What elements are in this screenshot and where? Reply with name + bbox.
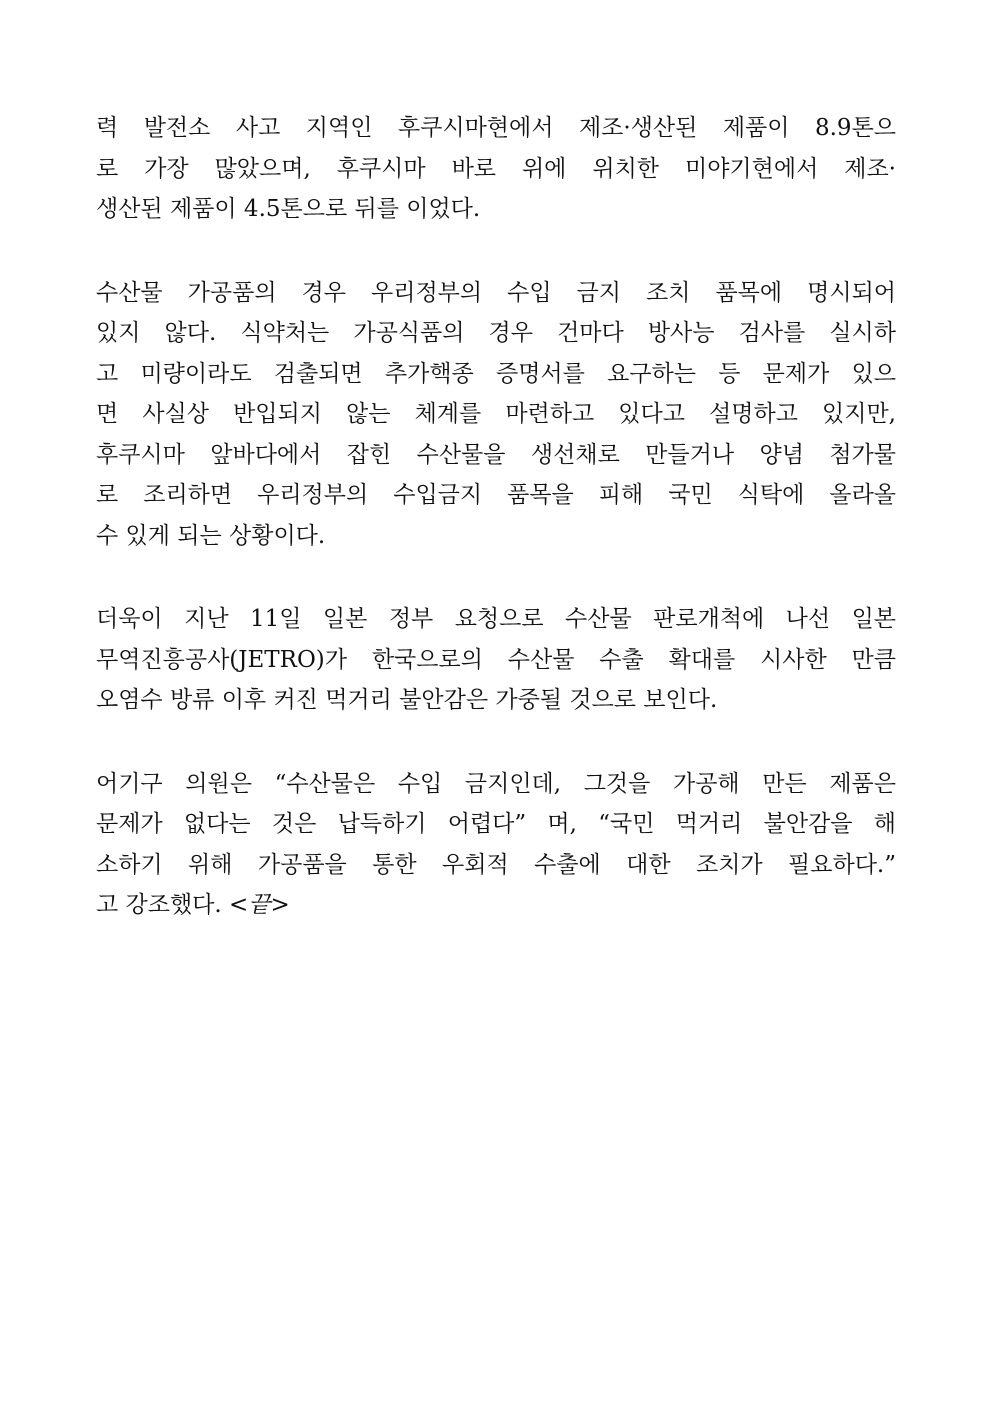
- paragraph-processed-goods: [96, 273, 896, 557]
- text-line: 고 미량이라도 검출되면 추가핵종 증명서를 요구하는 등 문제가 있으: [96, 360, 896, 387]
- text-line: 후쿠시마 앞바다에서 잡힌 수산물을 생선채로 만들거나 양념 첨가물: [96, 441, 896, 468]
- paragraph-production-origin: [96, 108, 896, 230]
- text-line: 소하기 위해 가공품을 통한 우회적 수출에 대한 조치가 필요하다.”: [96, 851, 896, 878]
- text-line: 생산된 제품이 4.5톤으로 뒤를 이었다.: [96, 196, 481, 222]
- text-line-final: [96, 885, 896, 926]
- paragraph-jetro: [96, 599, 896, 721]
- text-line: 더욱이 지난 11일 일본 정부 요청으로 수산물 판로개척에 나선 일본: [96, 606, 896, 632]
- text-line: 수 있게 되는 상황이다.: [96, 522, 326, 549]
- end-mark: <끝>: [229, 892, 290, 918]
- text-line: 있지 않다. 식약처는 가공식품의 경우 건마다 방사능 검사를 실시하: [96, 320, 896, 346]
- article-body: [96, 108, 896, 969]
- closing-sentence: 고 강조했다.: [96, 892, 222, 918]
- text-line: 어기구 의원은 “수산물은 수입 금지인데, 그것을 가공해 만든 제품은: [96, 770, 896, 797]
- text-line: 로 조리하면 우리정부의 수입금지 품목을 피해 국민 식탁에 올라올: [96, 482, 896, 508]
- text-line: 무역진흥공사(JETRO)가 한국으로의 수산물 수출 확대를 시사한 만큼: [96, 646, 896, 673]
- text-line: 수산물 가공품의 경우 우리정부의 수입 금지 조치 품목에 명시되어: [96, 279, 896, 306]
- text-line: 면 사실상 반입되지 않는 체계를 마련하고 있다고 설명하고 있지만,: [96, 401, 896, 427]
- text-line: 력 발전소 사고 지역인 후쿠시마현에서 제조·생산된 제품이 8.9톤으: [96, 115, 896, 141]
- text-line: 문제가 없다는 것은 납득하기 어렵다” 며, “국민 먹거리 불안감을 해: [96, 811, 896, 837]
- paragraph-quote: [96, 764, 896, 926]
- text-line: 로 가장 많았으며, 후쿠시마 바로 위에 위치한 미야기현에서 제조·: [96, 155, 896, 182]
- text-line: 오염수 방류 이후 커진 먹거리 불안감은 가중될 것으로 보인다.: [96, 687, 718, 713]
